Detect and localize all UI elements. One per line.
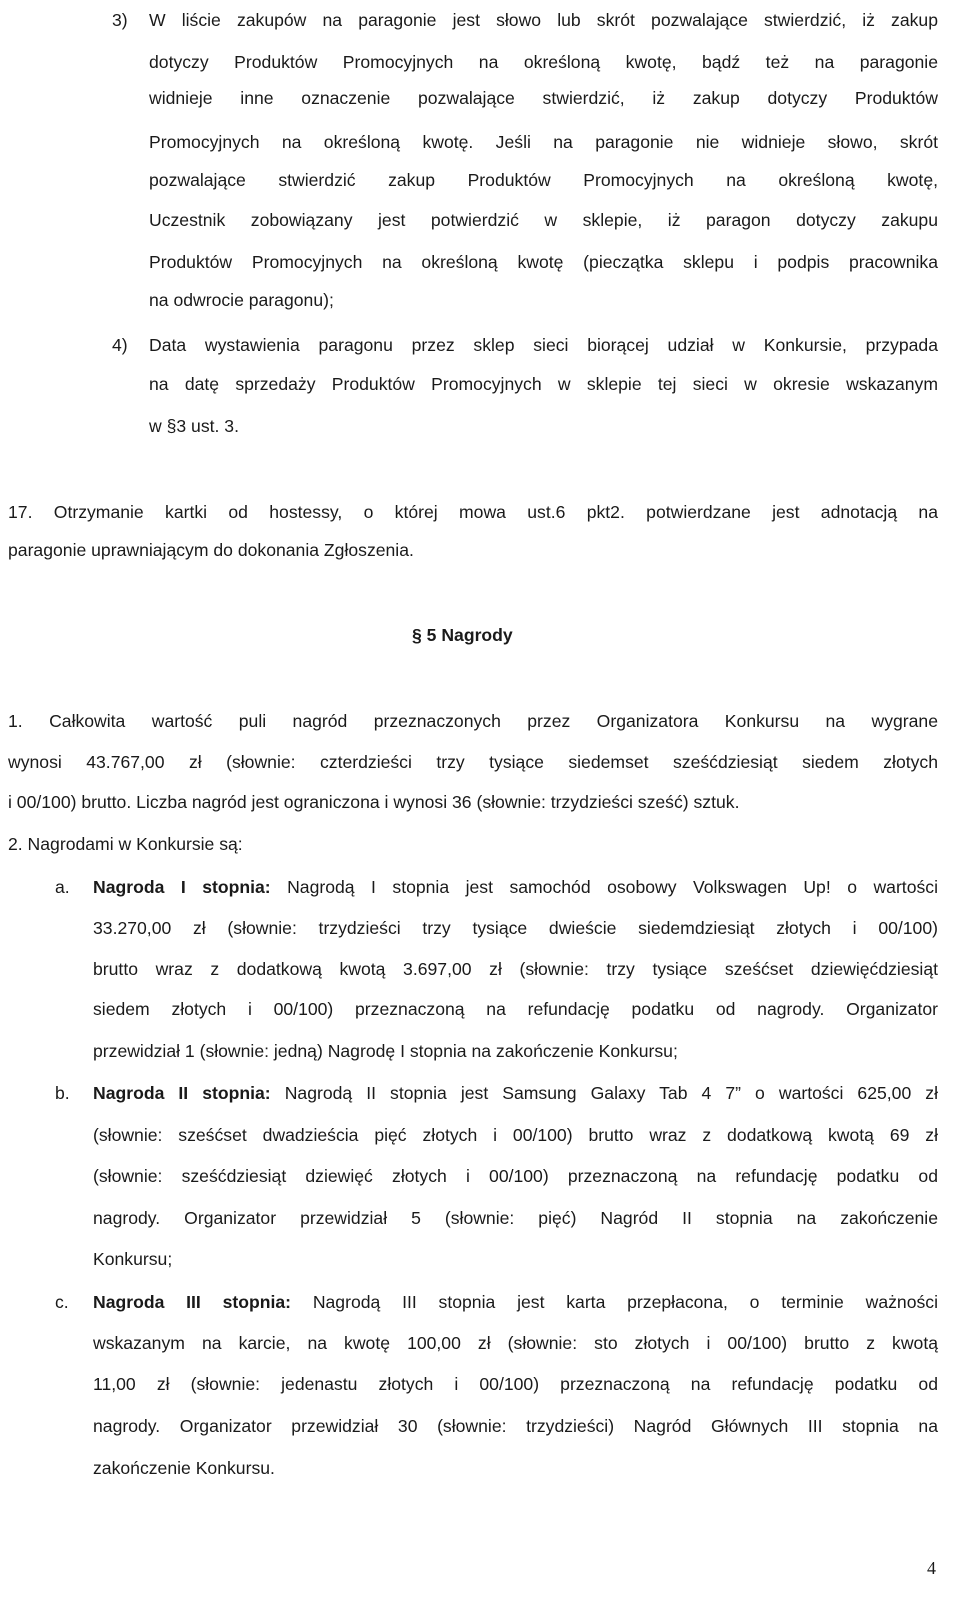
text-line: Konkursu; xyxy=(93,1249,173,1269)
text-line: przewidział 1 (słownie: jedną) Nagrodę I stopnia na zakończenie Konkursu; xyxy=(93,1041,678,1061)
text-line: na odwrocie paragonu); xyxy=(149,290,334,310)
text-line: (słownie: sześćset dwadzieścia pięć złotych i 00/100) brutto wraz z dodatkową kwotą 69 zł xyxy=(93,1125,938,1145)
text-line xyxy=(93,1081,938,1105)
page-number: 4 xyxy=(927,1558,936,1578)
prize-text: Nagrodą II stopnia jest Samsung Galaxy Tab 4 7” o wartości 625,00 zł xyxy=(270,1083,938,1103)
text-line xyxy=(93,1290,938,1314)
text-line: Data wystawienia paragonu przez sklep sieci biorącej udział w Konkursie, przypada xyxy=(149,335,938,355)
text-line: widnieje inne oznaczenie pozwalające stwierdzić, iż zakup dotyczy Produktów xyxy=(149,88,938,108)
text-line: nagrody. Organizator przewidział 5 (słownie: pięć) Nagród II stopnia na zakończenie xyxy=(93,1208,938,1228)
text-line: Uczestnik zobowiązany jest potwierdzić w sklepie, iż paragon dotyczy zakupu xyxy=(149,210,938,230)
text-line: Promocyjnych na określoną kwotę. Jeśli na paragonie nie widnieje słowo, skrót xyxy=(149,132,938,152)
text-line: 1. Całkowita wartość puli nagród przeznaczonych przez Organizatora Konkursu na wygrane xyxy=(8,711,938,731)
text-line: W liście zakupów na paragonie jest słowo lub skrót pozwalające stwierdzić, iż zakup xyxy=(149,10,938,30)
text-line: pozwalające stwierdzić zakup Produktów Promocyjnych na określoną kwotę, xyxy=(149,170,938,190)
text-line: 11,00 zł (słownie: jedenastu złotych i 00/100) przeznaczoną na refundację podatku od xyxy=(93,1374,938,1394)
prize-label: Nagroda II stopnia: xyxy=(93,1083,271,1103)
text-line: w §3 ust. 3. xyxy=(149,416,239,436)
text-line xyxy=(93,875,938,899)
text-line: wynosi 43.767,00 zł (słownie: czterdzieści trzy tysiące siedemset sześćdziesiąt siedem złotych xyxy=(8,752,938,772)
list-marker: 4) xyxy=(112,335,128,355)
text-line: (słownie: sześćdziesiąt dziewięć złotych i 00/100) przeznaczoną na refundację podatku od xyxy=(93,1166,938,1186)
text-line: wskazanym na karcie, na kwotę 100,00 zł (słownie: sto złotych i 00/100) brutto z kwotą xyxy=(93,1333,938,1353)
text-line: siedem złotych i 00/100) przeznaczoną na refundację podatku od nagrody. Organizator xyxy=(93,999,938,1019)
text-line: dotyczy Produktów Promocyjnych na określoną kwotę, bądź też na paragonie xyxy=(149,52,938,72)
list-marker: a. xyxy=(55,877,70,897)
text-line: 17. Otrzymanie kartki od hostessy, o której mowa ust.6 pkt2. potwierdzane jest adnotacją na xyxy=(8,502,938,522)
section-heading: § 5 Nagrody xyxy=(412,625,513,645)
prizes-item-2: 2. Nagrodami w Konkursie są: xyxy=(8,834,243,854)
text-line: i 00/100) brutto. Liczba nagród jest ograniczona i wynosi 36 (słownie: trzydzieści sześć) sztuk. xyxy=(8,792,740,812)
prize-text: Nagrodą I stopnia jest samochód osobowy Volkswagen Up! o wartości xyxy=(270,877,938,897)
prize-label: Nagroda III stopnia: xyxy=(93,1292,292,1312)
text-line: Produktów Promocyjnych na określoną kwotę (pieczątka sklepu i podpis pracownika xyxy=(149,252,938,272)
list-marker: c. xyxy=(55,1292,69,1312)
text-line: paragonie uprawniającym do dokonania Zgłoszenia. xyxy=(8,540,414,560)
text-line: na datę sprzedaży Produktów Promocyjnych w sklepie tej sieci w okresie wskazanym xyxy=(149,374,938,394)
list-marker: 3) xyxy=(112,10,128,30)
list-marker: b. xyxy=(55,1083,70,1103)
prize-text: Nagrodą III stopnia jest karta przepłacona, o terminie ważności xyxy=(291,1292,938,1312)
prize-label: Nagroda I stopnia: xyxy=(93,877,271,897)
text-line: nagrody. Organizator przewidział 30 (słownie: trzydzieści) Nagród Głównych III stopnia na xyxy=(93,1416,938,1436)
text-line: brutto wraz z dodatkową kwotą 3.697,00 zł (słownie: trzy tysiące sześćset dziewięćdziesiąt xyxy=(93,959,938,979)
text-line: 33.270,00 zł (słownie: trzydzieści trzy tysiące dwieście siedemdziesiąt złotych i 00/100) xyxy=(93,918,938,938)
text-line: zakończenie Konkursu. xyxy=(93,1458,275,1478)
